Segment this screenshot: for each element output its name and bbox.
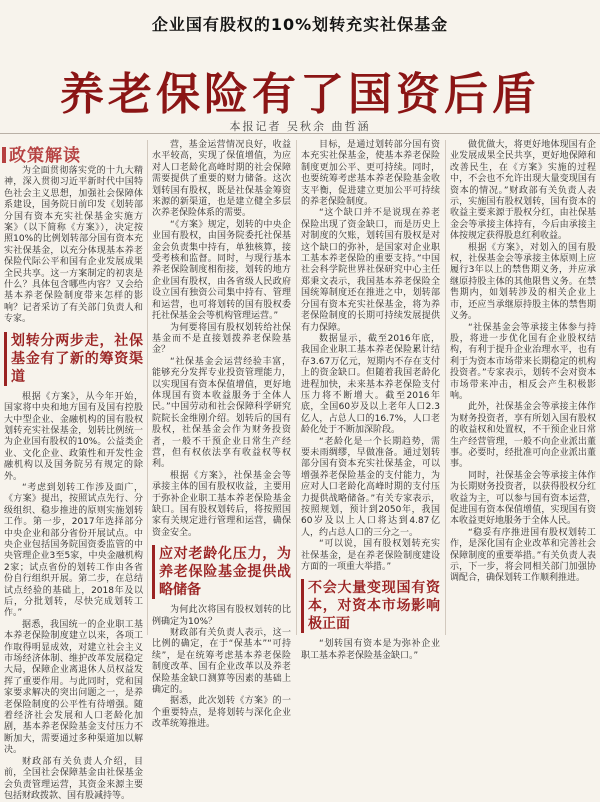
article-paragraph: “社保基金会等承接主体参与持股，将进一步优化国有企业股权结构，有利于提升企业治理水平，也有利于为资本市场带来长期稳定的机构投资者。”专家表示，划转不会对资本市场带来冲击，相反会产生积极影响。 <box>450 322 596 401</box>
article-column-3 <box>301 140 440 661</box>
section-subheading: 划转分两步走，社保基金有了新的筹资渠道 <box>4 332 143 386</box>
article-paragraph: 目标，是通过划转部分国有资本充实社保基金，使基本养老保险制度更加公平、更可持续。同时，也要统筹考虑基本养老保险基金收支平衡，促进建立更加公平可持续的养老保险制度。 <box>301 140 440 208</box>
article-paragraph: “这个缺口并不是说现在养老保险出现了资金缺口，而是历史上对制度的欠账，划转国有股权是对这个缺口的弥补，是国家对企业职工基本养老保险的重要支持。”中国社会科学院世界社保研究中心主任郑秉文表示，我国基本养老保险全国统筹制度还在推进之中，划转部分国有资本充实社保基金，将为养老保险制度的长期可持续发展提供有力保障。 <box>301 208 440 333</box>
article-paragraph: 据悉，此次划转《方案》的一个重要特点，是将划转与深化企业改革统筹推进。 <box>152 696 291 730</box>
section-subheading: 不会大量变现国有资本，对资本市场影响极正面 <box>301 579 440 633</box>
section-label-text: 政策解读 <box>9 146 81 166</box>
section-subheading: 应对老龄化压力，为养老保险基金提供战略储备 <box>152 545 291 599</box>
article-paragraph: “老龄化是一个长期趋势，需要未雨绸缪，早做准备。通过划转部分国有资本充实社保基金，可以增强养老保险基金的支付能力，为应对人口老龄化高峰时期的支付压力提供战略储备。”有关专家表示，按照规划，预计到2050年，我国60岁及以上人口将达到4.87亿人，约占总人口的三分之一。 <box>301 436 440 538</box>
article-paragraph: “考虑到划转工作涉及面广，《方案》提出，按照试点先行、分级组织、稳步推进的原则实施划转工作。第一步，2017年选择部分中央企业和部分省份开展试点。中央企业包括国务院国资委监管的中央管理企业3至5家，中央金融机构2家；试点省份的划转工作由各省份自行组织开展。第二步，在总结试点经验的基础上，2018年及以后，分批划转，尽快完成划转工作。” <box>4 482 143 619</box>
column-divider <box>445 140 446 635</box>
article-paragraph: 为何此次将国有股权划转的比例确定为10%？ <box>152 605 291 627</box>
article-paragraph: 同时，社保基金会等承接主体作为长期财务投资者，以获得股权分红收益为主，可以参与国有资本运营，促进国有资本保值增值，实现国有资本收益更好地服务于全体人民。 <box>450 470 596 527</box>
main-headline: 养老保险有了国资后盾 <box>60 69 540 120</box>
article-paragraph: 根据《方案》，从今年开始，国家将中央和地方国有及国有控股大中型企业、金融机构的国有股权划转充实社保基金，划转比例统一为企业国有股权的10%。公益类企业、文化企业、政策性和开发性金融机构以及国务院另有规定的除外。 <box>4 391 143 482</box>
article-paragraph: “稳妥有序推进国有股权划转工作，是深化国有企业改革和完善社会保障制度的重要举措。”有关负责人表示，下一步，将会同相关部门加强协调配合，确保划转工作顺利推进。 <box>450 527 596 584</box>
kicker-headline: 企业国有股权的10%划转充实社保基金 <box>151 15 449 34</box>
column-divider <box>296 140 297 635</box>
column-divider <box>147 140 148 635</box>
article-paragraph: “《方案》规定，划转的中央企业国有股权，由国务院委托社保基金会负责集中持有，单独核算，接受考核和监督。同时，与现行基本养老保险制度相衔接，划转的地方企业国有股权，由各省级人民政府设立国有独资公司集中持有、管理和运营，也可将划转的国有股权委托社保基金会等机构管理运营。” <box>152 219 291 322</box>
article-paragraph: 做优做大，将更好地体现国有企业发展成果全民共享，更好地保障和改善民生，在《方案》实施的过程中，不会也不允许出现大量变现国有资本的情况。”财政部有关负责人表示，实施国有股权划转，国有资本的收益主要来源于股权分红，由社保基金会等承接主体持有，今后由承接主体按规定获得股息红利收益。 <box>450 140 596 242</box>
article-paragraph: 为全面贯彻落实党的十九大精神，深入贯彻习近平新时代中国特色社会主义思想，加强社会保障体系建设，国务院日前印发《划转部分国有资本充实社保基金实施方案》（以下简称《方案》），决定按照10%的比例划转部分国有资本充实社保基金，以充分体现基本养老保险代际公平和国有企业发展成果全民共享。这一方案制定的初衷是什么？具体包含哪些内容？又会给基本养老保险制度带来怎样的影响？记者采访了有关部门负责人和专家。 <box>4 166 143 325</box>
article-paragraph: 财政部有关负责人表示，这一比例的确定，在于“保基本”“可持续”，是在统筹考虑基本养老保险制度改革、国有企业改革以及养老保险基金缺口测算等因素的基础上确定的。 <box>152 628 291 696</box>
article-column-4 <box>450 140 596 635</box>
article-paragraph: 财政部有关负责人介绍，目前，全国社会保障基金由社保基金会负责管理运营，其资金来源主要包括财政拨款、国有股减持等。 <box>4 756 143 801</box>
section-marker-icon <box>2 147 6 163</box>
article-paragraph: 为何要将国有股权划转给社保基金而不是直接划拨养老保险基金？ <box>152 322 291 356</box>
article-paragraph: 数据显示，截至2016年底，我国企业职工基本养老保险累计结存3.67万亿元，短期内不存在支付上的资金缺口。但随着我国老龄化进程加快，未来基本养老保险支付压力将不断增大。截至2016年底，全国60岁及以上老年人口2.3亿人，占总人口的16.7%，人口老龄化处于不断加深阶段。 <box>301 333 440 436</box>
byline: 本报记者 吴秋余 曲哲涵 <box>229 120 371 133</box>
article-column-2 <box>152 140 291 730</box>
article-paragraph: “社保基金会运营经验丰富，能够充分发挥专业投资管理能力，以实现国有资本保值增值，更好地体现国有资本收益服务于全体人民。”中国劳动和社会保障科学研究院院长金维刚介绍。划转后的国有股权，社保基金会作为财务投资者，一般不干预企业日常生产经营，但有权依法享有收益权等权利。 <box>152 356 291 470</box>
article-paragraph: 根据《方案》，对划入的国有股权，社保基金会等承接主体原则上应履行3年以上的禁售期义务，并应承继原持股主体的其他限售义务。在禁售期内，如划转涉及的相关企业上市，还应当承继原持股主体的禁售期义务。 <box>450 242 596 322</box>
article-paragraph: 根据《方案》，社保基金会等承接主体的国有股权收益，主要用于弥补企业职工基本养老保险基金缺口。国有股权划转后，将按照国家有关规定进行管理和运营，确保资金安全。 <box>152 470 291 538</box>
section-label <box>2 141 81 166</box>
article-paragraph: 营，基金运营情况良好，收益水平较高，实现了保值增值，为应对人口老龄化高峰时期的社会保障需要提供了重要的财力储备。这次划转国有股权，既是社保基金筹资来源的新渠道，也是建立健全多层次养老保险体系的需要。 <box>152 140 291 219</box>
article-paragraph: “划转国有资本是为弥补企业职工基本养老保险基金缺口。” <box>301 639 440 661</box>
header-divider <box>0 133 600 134</box>
article-paragraph: 此外，社保基金会等承接主体作为财务投资者，享有所划入国有股权的收益权和处置权，不干预企业日常生产经营管理，一般不向企业派出董事。必要时，经批准可向企业派出董事。 <box>450 402 596 470</box>
article-column-1 <box>4 166 143 801</box>
article-paragraph: “可以说，国有股权划转充实社保基金，是在养老保险制度建设方面的一项重大举措。” <box>301 539 440 573</box>
article-paragraph: 据悉，我国统一的企业职工基本养老保险制度建立以来，各项工作取得明显成效，对建立社会主义市场经济体制、维护改革发展稳定大局，保障企业离退休人员权益发挥了重要作用。与此同时，党和国家要求解决的突出问题之一，是养老保险制度的公平性有待增强。随着经济社会发展和人口老龄化加剧，基本养老保险基金支付压力不断加大，需要通过多种渠道加以解决。 <box>4 619 143 756</box>
